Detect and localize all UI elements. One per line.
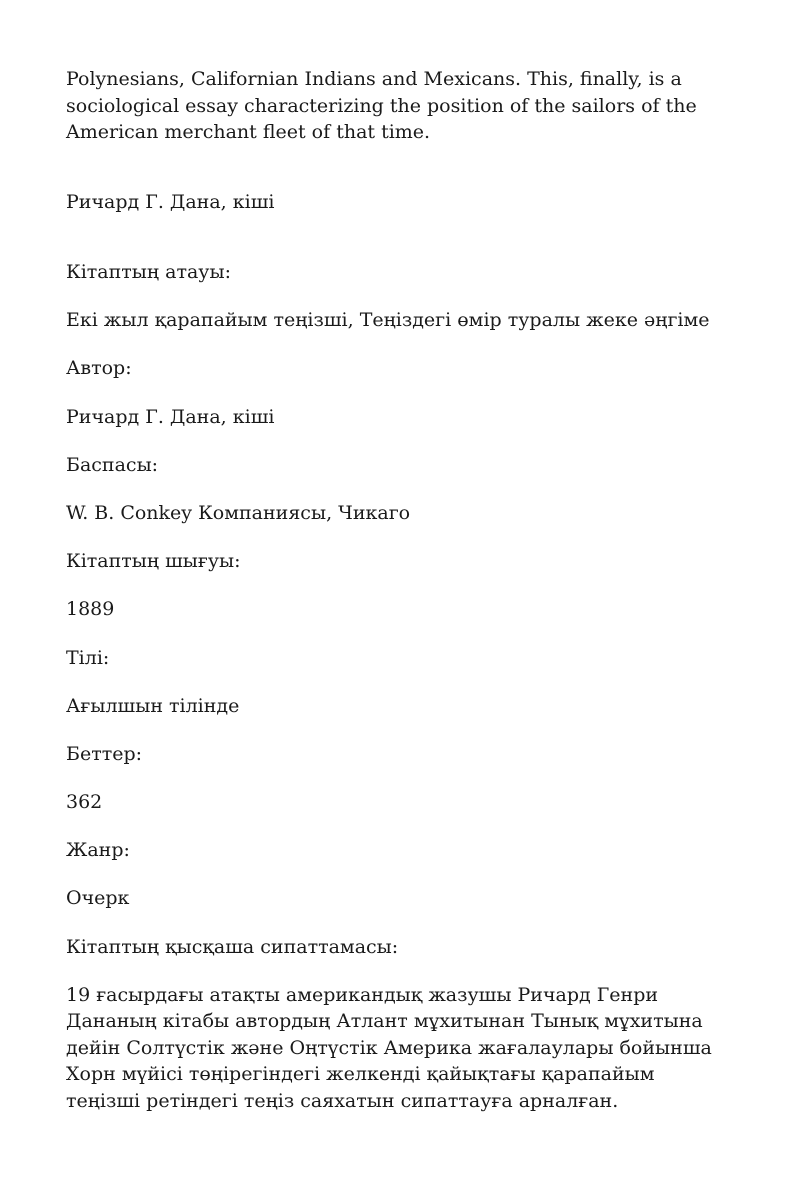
title-label: Кітаптың атауы: — [66, 261, 232, 283]
pages-label: Беттер: — [66, 742, 143, 765]
author-label: Автор: — [66, 357, 132, 380]
year-value: 1889 — [66, 598, 115, 621]
intro-paragraph: Polynesians, Californian Indians and Mexicans. This, finally, is a sociological essay characterizing the position of the sailors of the American merchant fleet of that time. — [66, 68, 697, 143]
summary-value: 19 ғасырдағы атақты американдық жазушы Ричард Генри Дананың кітабы автордың Атлант мұхитынан Тынық мұхитына дейін Солтүстік және Оңтүстік Америка жағалаулары бойынша Хорн мүйісі төңірегіндегі желкенді қайықтағы қарапайым теңізші ретіндегі теңіз саяхатын сипаттауға арналған. — [66, 983, 712, 1112]
summary-label: Кітаптың қысқаша сипаттамасы: — [66, 935, 399, 958]
publisher-label: Баспасы: — [66, 453, 159, 476]
year-label: Кітаптың шығуы: — [66, 550, 241, 573]
author-heading: Ричард Г. Дана, кіші — [66, 191, 275, 213]
author-value: Ричард Г. Дана, кіші — [66, 405, 275, 428]
pages-value: 362 — [66, 791, 103, 814]
genre-label: Жанр: — [66, 839, 130, 862]
document-page — [66, 66, 746, 1112]
language-value: Ағылшын тілінде — [66, 694, 240, 717]
language-label: Тілі: — [66, 646, 110, 669]
publisher-value: W. B. Conkey Компаниясы, Чикаго — [66, 501, 411, 524]
title-value: Екі жыл қарапайым теңізші, Теңіздегі өмір туралы жеке әңгіме — [66, 309, 710, 332]
genre-value: Очерк — [66, 887, 130, 910]
book-details — [66, 259, 746, 1114]
